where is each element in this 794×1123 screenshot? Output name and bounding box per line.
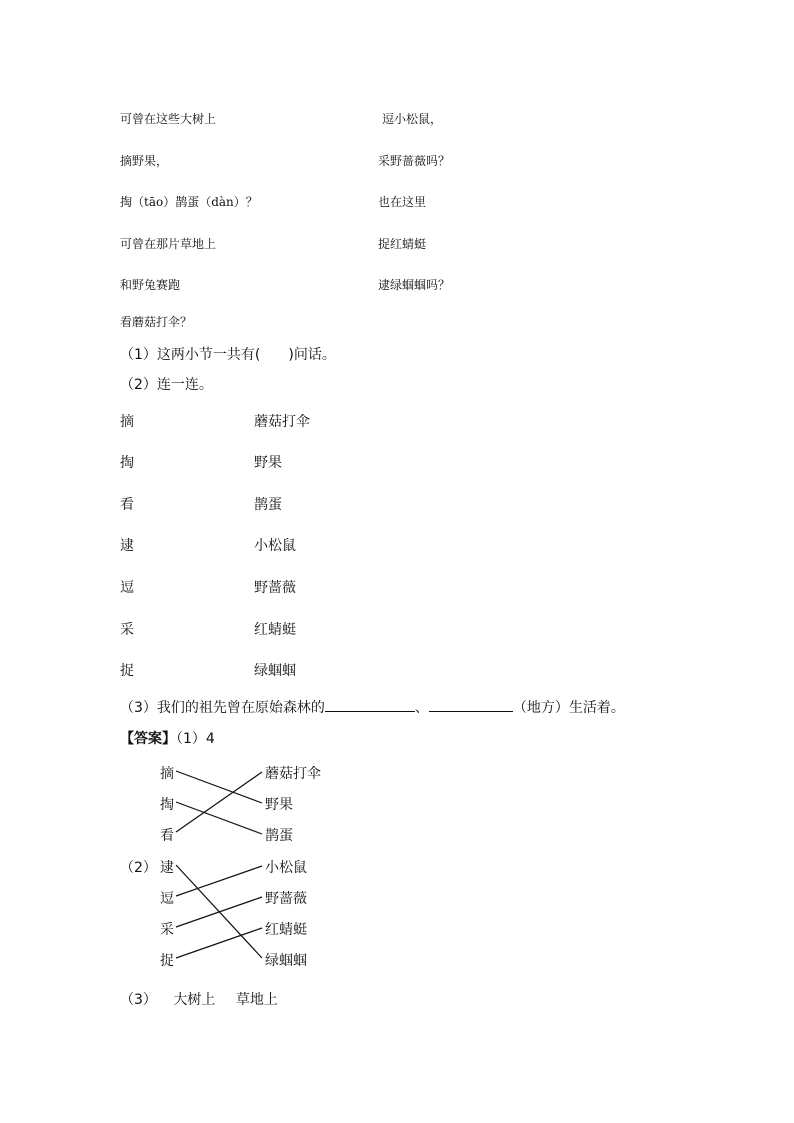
match-left-4: 逮 xyxy=(120,538,134,554)
poem-line-2: 摘野果， xyxy=(120,154,169,168)
match-right-4: 小松鼠 xyxy=(254,538,296,554)
match-left-6: 采 xyxy=(120,622,134,638)
answer-section xyxy=(120,728,215,748)
match-left-2: 掏 xyxy=(120,455,134,471)
question-3 xyxy=(120,697,625,717)
answer-left-4: 逮 xyxy=(160,860,174,876)
line-kan-mogu xyxy=(176,772,262,832)
poem-right-line-5: 逮绿蝈蝈吗？ xyxy=(378,278,451,292)
poem-right-line-2: 采野蔷薇吗？ xyxy=(378,154,451,168)
answer-right-2: 野果 xyxy=(265,797,293,813)
answer-left-3: 看 xyxy=(160,828,174,844)
match-left-1: 摘 xyxy=(120,414,134,430)
answer-left-1: 摘 xyxy=(160,766,174,782)
poem-line-6: 看蘑菇打伞？ xyxy=(120,315,193,329)
answer-left-5: 逗 xyxy=(160,891,174,907)
answer-right-1: 蘑菇打伞 xyxy=(265,766,321,782)
answer-3-label: （3） xyxy=(120,992,157,1008)
poem-line-5: 和野兔赛跑 xyxy=(120,278,181,292)
answer-blank-1[interactable] xyxy=(325,697,415,712)
answer-right-3: 鹊蛋 xyxy=(265,828,293,844)
poem-right-line-4: 捉红蜻蜓 xyxy=(378,237,427,251)
poem-line-1: 可曾在这些大树上 xyxy=(120,112,217,126)
answer-left-6: 采 xyxy=(160,922,174,938)
answer-3-value-1: 大树上 xyxy=(173,992,216,1008)
poem-line-4: 可曾在那片草地上 xyxy=(120,237,217,251)
poem-right-line-1: 逗小松鼠， xyxy=(382,112,443,126)
question-1: （1）这两小节一共有( )问话。 xyxy=(120,347,336,363)
answer-2-label: （2） xyxy=(120,860,157,876)
match-right-5: 野蔷薇 xyxy=(254,580,296,596)
match-right-6: 红蜻蜓 xyxy=(254,622,296,638)
line-zhuo-qingting xyxy=(176,928,262,958)
match-right-3: 鹊蛋 xyxy=(254,497,282,513)
line-dou-songshu xyxy=(176,866,262,896)
match-right-7: 绿蝈蝈 xyxy=(254,663,296,679)
answer-3-value-2: 草地上 xyxy=(235,992,278,1008)
answer-right-7: 绿蝈蝈 xyxy=(265,953,307,969)
match-left-5: 逗 xyxy=(120,580,134,596)
answer-label: 【答案】 xyxy=(120,731,176,747)
match-right-1: 蘑菇打伞 xyxy=(254,414,310,430)
match-left-7: 捉 xyxy=(120,663,134,679)
line-zhai-yeguo xyxy=(176,771,262,803)
match-left-3: 看 xyxy=(120,497,134,513)
answer-left-7: 捉 xyxy=(160,953,174,969)
answer-left-2: 掏 xyxy=(160,797,174,813)
question-3-sep: 、 xyxy=(414,700,429,716)
question-2: （2）连一连。 xyxy=(120,377,213,393)
poem-line-3: 掏（tāo）鹊蛋（dàn）？ xyxy=(120,195,258,209)
match-right-2: 野果 xyxy=(254,455,282,471)
poem-right-line-3: 也在这里 xyxy=(378,195,427,209)
answer-blank-2[interactable] xyxy=(429,697,513,712)
answer-1: （1）4 xyxy=(176,731,215,747)
answer-right-4: 小松鼠 xyxy=(265,860,307,876)
answer-right-5: 野蔷薇 xyxy=(265,891,307,907)
answer-3 xyxy=(120,989,278,1009)
line-tao-quedan xyxy=(176,802,262,834)
question-3-after: （地方）生活着。 xyxy=(512,700,625,716)
question-3-before: （3）我们的祖先曾在原始森林的 xyxy=(120,700,325,716)
answer-right-6: 红蜻蜓 xyxy=(265,922,307,938)
line-cai-qiangwei xyxy=(176,897,262,927)
line-dai-luguoguo xyxy=(176,865,262,958)
